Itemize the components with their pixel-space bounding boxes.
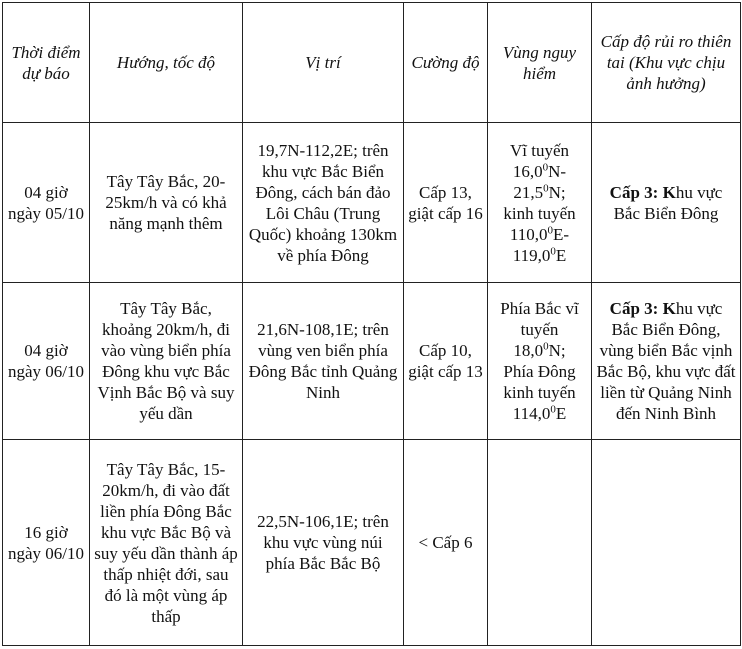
cell-position: 19,7N-112,2E; trên khu vực Bắc Biển Đông, cách bán đảo Lôi Châu (Trung Quốc) khoảng 130km về phía Đông — [243, 123, 404, 283]
cell-direction: Tây Tây Bắc, 15-20km/h, đi vào đất liền phía Đông Bắc khu vực Bắc Bộ và suy yếu dần thành áp thấp nhiệt đới, sau đó là một vùng áp thấp — [90, 440, 243, 646]
table-row — [3, 283, 741, 440]
cell-position: 22,5N-106,1E; trên khu vực vùng núi phía Bắc Bắc Bộ — [243, 440, 404, 646]
header-position: Vị trí — [243, 3, 404, 123]
cell-direction: Tây Tây Bắc, khoảng 20km/h, đi vào vùng biển phía Đông khu vực Bắc Vịnh Bắc Bộ và suy yếu dần — [90, 283, 243, 440]
cell-risk-level: Cấp 3: Khu vực Bắc Biển Đông — [592, 123, 741, 283]
cell-risk-level — [592, 440, 741, 646]
cell-danger-zone: Phía Bắc vĩ tuyến 18,0$^0$N; Phía Đông kinh tuyến 114,0$^0$E — [488, 283, 592, 440]
cell-intensity: < Cấp 6 — [404, 440, 488, 646]
forecast-table — [2, 2, 741, 646]
cell-direction: Tây Tây Bắc, 20-25km/h và có khả năng mạnh thêm — [90, 123, 243, 283]
header-direction: Hướng, tốc độ — [90, 3, 243, 123]
cell-time: 04 giờ ngày 05/10 — [3, 123, 90, 283]
header-row — [3, 3, 741, 123]
header-danger-zone: Vùng nguy hiểm — [488, 3, 592, 123]
cell-danger-zone — [488, 440, 592, 646]
cell-time: 04 giờ ngày 06/10 — [3, 283, 90, 440]
cell-danger-zone: Vĩ tuyến 16,0$^0$N- 21,5$^0$N; kinh tuyến 110,0$^0$E- 119,0$^0$E — [488, 123, 592, 283]
table-row — [3, 123, 741, 283]
header-risk-level: Cấp độ rủi ro thiên tai (Khu vực chịu ảnh hưởng) — [592, 3, 741, 123]
cell-intensity: Cấp 13, giật cấp 16 — [404, 123, 488, 283]
cell-risk-level: Cấp 3: Khu vực Bắc Biển Đông, vùng biển Bắc vịnh Bắc Bộ, khu vực đất liền từ Quảng Ninh đến Ninh Bình — [592, 283, 741, 440]
header-intensity: Cường độ — [404, 3, 488, 123]
cell-position: 21,6N-108,1E; trên vùng ven biển phía Đông Bắc tỉnh Quảng Ninh — [243, 283, 404, 440]
table-row — [3, 440, 741, 646]
cell-intensity: Cấp 10, giật cấp 13 — [404, 283, 488, 440]
header-time: Thời điểm dự báo — [3, 3, 90, 123]
cell-time: 16 giờ ngày 06/10 — [3, 440, 90, 646]
